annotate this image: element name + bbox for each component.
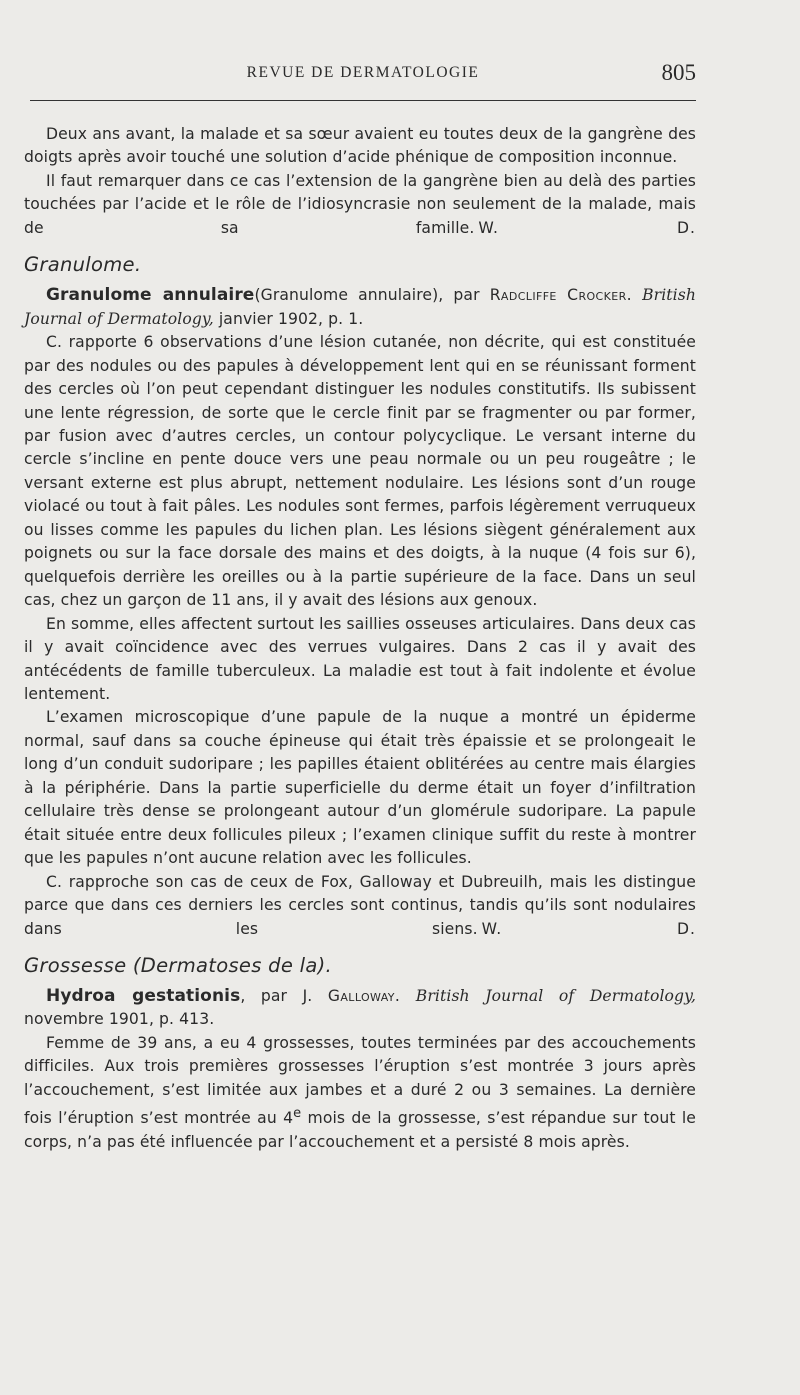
author-name: Galloway. (327, 986, 401, 1005)
page-number: 805 (661, 60, 696, 85)
signature: W. D. (478, 218, 696, 237)
paragraph: C. rapporte 6 observations d’une lésion cutanée, non décrite, qui est constituée par des nodules ou des papules à développement lent qui en se réunissant forment des cercles où l’on peut cependant distinguer les nodules constitutifs. Ils subissent une lente régression, de sorte que le cercle finit par se fragmenter ou par former, par fusion avec d’autres cercles, un contour polycyclique. Le versant interne du cercle s’incline en pente douce vers une peau normale ou un peu rougeâtre ; le versant externe est plus abrupt, nettement nodulaire. Les lésions sont d’un rouge violacé ou tout à fait pâles. Les nodules sont fermes, parfois légèrement verruqueux ou lisses comme les papules du lichen plan. Les lésions siègent généralement aux poignets ou sur la face dorsale des mains et des doigts, à la nuque (4 fois sur 6), quelquefois derrière les oreilles ou à la partie supérieure de la face. Dans un seul cas, chez un garçon de 11 ans, il y avait des lésions aux genoux. (24, 333, 696, 610)
paragraph-signed (24, 871, 696, 941)
running-head (30, 60, 696, 88)
entry-title: Granulome annulaire (46, 285, 255, 306)
signature: W. D. (481, 919, 696, 938)
entry-title-gloss: (Granulome annulaire), par (254, 286, 490, 305)
journal-title: British Journal of Dermatology, (24, 286, 697, 328)
paragraph-signed (24, 170, 696, 240)
citation-detail: janvier 1902, p. 1. (213, 309, 364, 328)
paragraph: En somme, elles affectent surtout les saillies osseuses articulaires. Dans deux cas il y avait coïncidence avec des verrues vulgaires. Dans 2 cas il y avait des antécédents de famille tuberculeux. La maladie est tout à fait indolente et évolue lentement. (24, 614, 696, 703)
header-rule (30, 100, 696, 101)
body-text (24, 123, 696, 1154)
author-name: Radcliffe Crocker. (489, 286, 633, 305)
entry-title-separator: , par J. (240, 986, 328, 1005)
paragraph-text: Il faut remarquer dans ce cas l’extension de la gangrène bien au delà des parties touchées par l’acide et le rôle de l’idiosyncrasie non seulement de la malade, mais de sa famille. (24, 171, 696, 237)
section-heading: Grossesse (Dermatoses de la). (24, 953, 333, 977)
paragraph: Deux ans avant, la malade et sa sœur avaient eu toutes deux de la gangrène des doigts après avoir touché une solution d’acide phénique de composition inconnue. (24, 125, 696, 167)
paragraph: L’examen microscopique d’une papule de la nuque a montré un épiderme normal, sauf dans sa couche épineuse qui était très épaissie et se prolongeait le long d’un conduit sudoripare ; les papilles étaient oblitérées au centre mais élargies à la périphérie. Dans la partie superficielle du derme était un foyer d’infiltration cellulaire très dense se prolongeant autour d’un glomérule sudoripare. La papule était située entre deux follicules pileux ; l’examen clinique suffit du reste à montrer que les papules n’ont aucune relation avec les follicules. (24, 708, 696, 868)
entry-heading (24, 284, 696, 331)
superscript: e (293, 1106, 302, 1122)
journal-title: British Journal of Dermatology, (415, 986, 696, 1005)
citation-detail: novembre 1901, p. 413. (24, 1010, 215, 1029)
entry-heading (24, 985, 696, 1032)
running-title: REVUE DE DERMATOLOGIE (246, 64, 480, 81)
section-heading: Granulome. (24, 253, 142, 277)
paragraph-text: mois de la grossesse, s’est répandue sur tout le corps, n’a pas été influencée par l’accouchement et a persisté 8 mois après. (24, 1109, 696, 1151)
paragraph-text: C. rapproche son cas de ceux de Fox, Galloway et Dubreuilh, mais les distingue parce que dans ces derniers les cercles sont continus, tandis qu’ils sont nodulaires dans les siens. (24, 872, 696, 938)
paragraph (24, 1032, 696, 1154)
paragraph-text: Femme de 39 ans, a eu 4 grossesses, toutes terminées par des accouchements difficiles. Aux trois premières grossesses l’éruption s’est montrée 3 jours après l’accouchement, s’est limitée aux jambes et a duré 2 ou 3 semaines. La dernière fois l’éruption s’est montrée au 4 (24, 1033, 696, 1128)
entry-title: Hydroa gestationis (46, 985, 241, 1006)
